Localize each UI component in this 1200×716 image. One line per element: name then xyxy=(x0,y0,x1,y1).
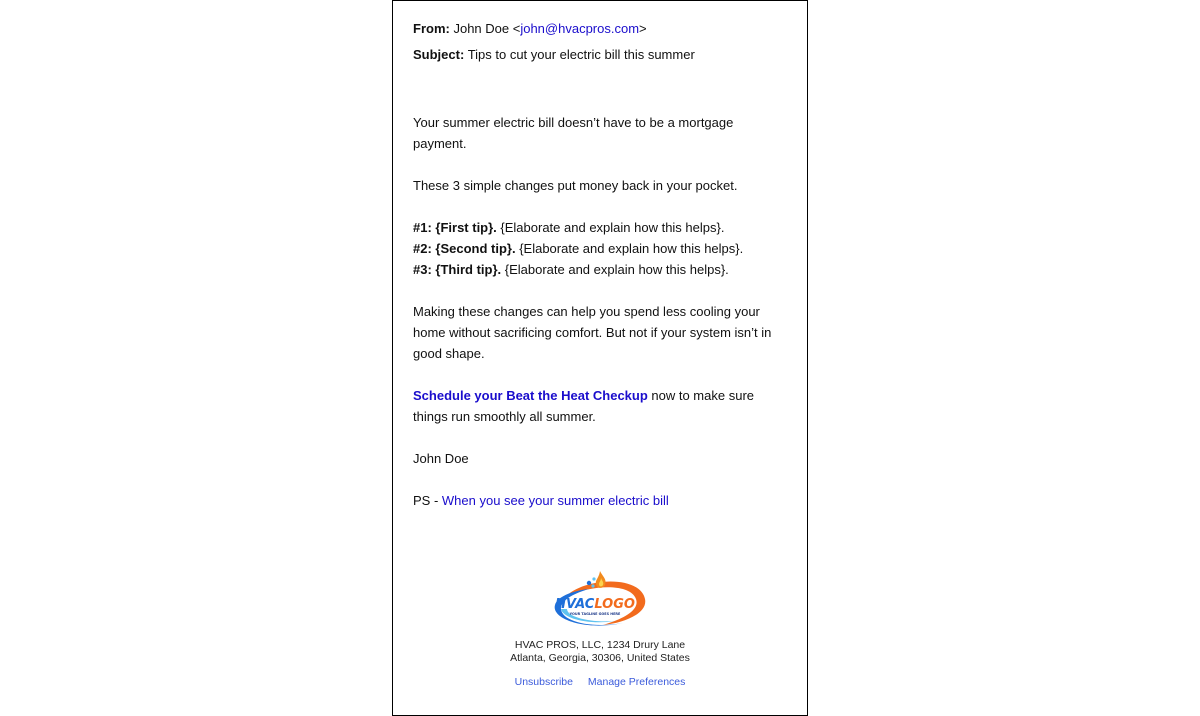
address-line-1: HVAC PROS, LLC, 1234 Drury Lane xyxy=(514,639,686,651)
email-body xyxy=(413,112,785,532)
tip-label: #2: {Second tip}. xyxy=(413,241,516,256)
hvac-logo xyxy=(545,569,655,631)
from-label: From: xyxy=(413,21,450,36)
tip-label: #3: {Third tip}. xyxy=(413,262,502,277)
subject-label: Subject: xyxy=(413,47,465,62)
logo-tagline: YOUR TAGLINE GOES HERE xyxy=(569,612,621,616)
subject-text: Tips to cut your electric bill this summer xyxy=(467,47,695,62)
tip-text: {Elaborate and explain how this helps}. xyxy=(515,241,744,256)
tips-list xyxy=(413,217,785,280)
footer-links xyxy=(393,676,807,689)
logo-text xyxy=(555,597,635,612)
schedule-checkup-link[interactable]: Schedule your Beat the Heat Checkup xyxy=(413,388,648,403)
manage-preferences-link[interactable]: Manage Preferences xyxy=(587,676,686,688)
lead-paragraph: These 3 simple changes put money back in your pocket. xyxy=(413,178,738,193)
logo-text-1: HVAC xyxy=(555,597,595,612)
from-close: > xyxy=(639,21,647,36)
tip-label: #1: {First tip}. xyxy=(413,220,497,235)
from-name: John Doe < xyxy=(453,21,521,36)
tip-item-3 xyxy=(413,259,785,280)
ps-paragraph xyxy=(413,490,785,511)
from-line xyxy=(413,18,647,39)
company-address xyxy=(393,639,807,665)
tip-item-1 xyxy=(413,217,785,238)
signature: John Doe xyxy=(413,451,469,466)
cta-text: now to make sure things run smoothly all summer. xyxy=(413,388,754,424)
logo-text-2: LOGO xyxy=(594,597,635,612)
tip-item-2 xyxy=(413,238,785,259)
subject-line xyxy=(413,44,695,65)
tip-text: {Elaborate and explain how this helps}. xyxy=(496,220,725,235)
closing-paragraph: Making these changes can help you spend less cooling your home without sacrificing comfort. But not if your system isn’t in good shape. xyxy=(413,304,772,361)
address-line-2: Atlanta, Georgia, 30306, United States xyxy=(510,652,690,664)
tip-text: {Elaborate and explain how this helps}. xyxy=(501,262,729,277)
hvac-logo-graphic xyxy=(545,569,655,631)
intro-paragraph: Your summer electric bill doesn’t have to be a mortgage payment. xyxy=(413,115,734,151)
ps-prefix: PS - xyxy=(413,493,442,508)
ps-link[interactable]: When you see your summer electric bill xyxy=(441,493,669,508)
email-footer xyxy=(393,569,807,689)
cta-paragraph xyxy=(413,385,785,427)
email-card xyxy=(392,0,808,716)
from-email-link[interactable]: john@hvacpros.com xyxy=(520,21,640,36)
unsubscribe-link[interactable]: Unsubscribe xyxy=(514,676,573,688)
